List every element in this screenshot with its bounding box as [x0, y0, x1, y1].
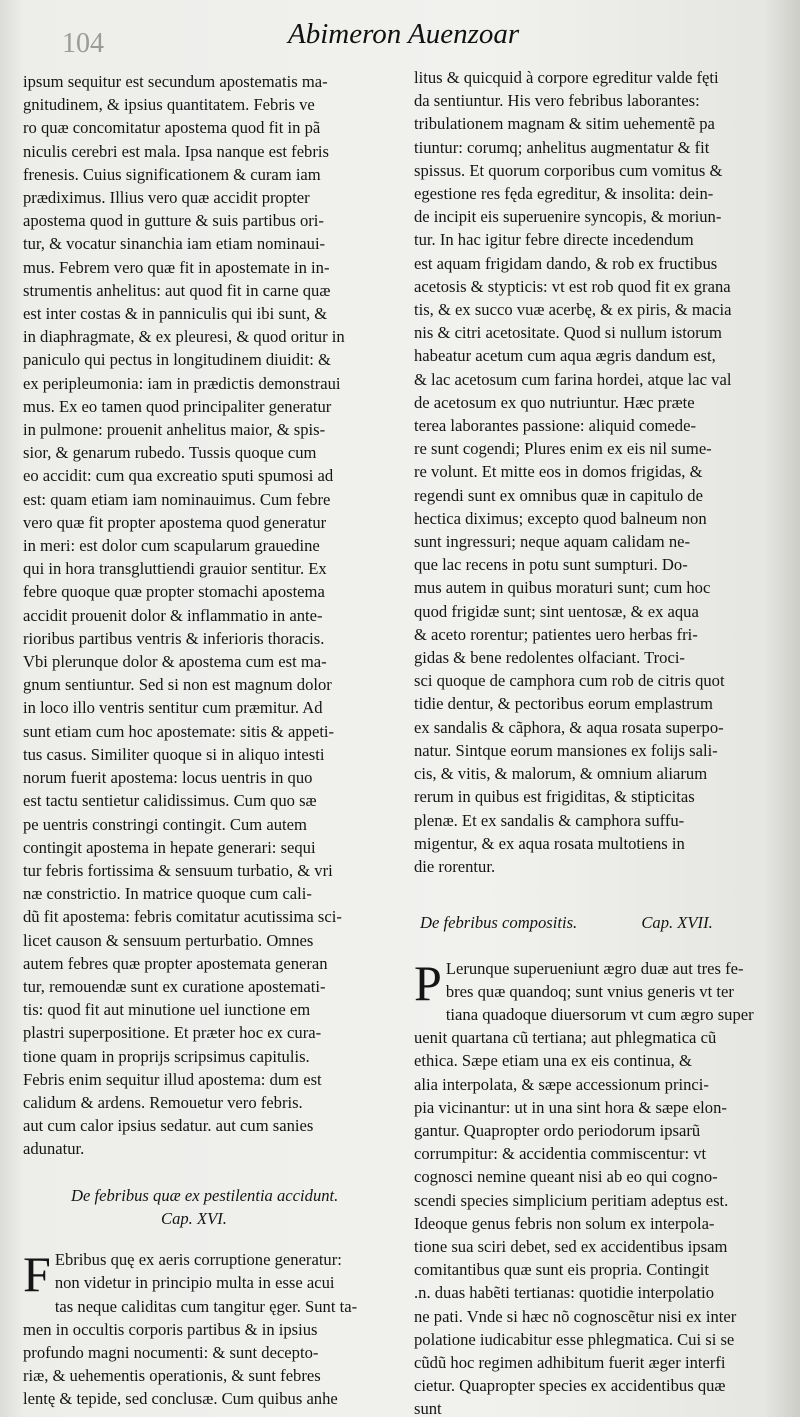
text-line: in pulmone: prouenit anhelitus maior, & spis-	[23, 420, 326, 440]
text-line: gnum sentiuntur. Sed si non est magnum dolor	[23, 675, 332, 695]
text-line: da sentiuntur. His vero febribus laborantes:	[414, 91, 700, 111]
text-line: tis: quod fit aut minutione uel iunctione em	[23, 1000, 311, 1020]
text-line: non videtur in principio multa in esse acui	[54, 1273, 335, 1293]
right-text-body	[414, 66, 766, 878]
text-line: plenæ. Et ex sandalis & camphora suffu-	[414, 810, 685, 830]
text-line: tus casus. Similiter quoque si in aliquo intesti	[23, 744, 325, 764]
text-line: egestione res fęda egreditur, & insolita: dein-	[414, 184, 714, 204]
text-line: litus & quicquid à corpore egreditur valde fęti	[414, 68, 719, 87]
chapter-17-title: De febribus compositis.	[420, 913, 578, 933]
running-title: Abimeron Auenzoar	[288, 18, 520, 50]
text-line: ro quæ concomitatur apostema quod fit in pã	[23, 118, 321, 138]
text-line: tione quam in proprijs scripsimus capitulis.	[23, 1046, 310, 1066]
text-line: mus. Febrem vero quæ fit in apostemate in in-	[23, 257, 330, 277]
chapter-16-text	[23, 1248, 403, 1410]
text-line: qui in hora transgluttiendi grauior sentitur. Ex	[23, 559, 327, 579]
text-line: est aquam frigidam dando, & rob ex fructibus	[414, 253, 718, 273]
text-line: in diaphragmate, & ex pleuresi, & quod oritur in	[23, 327, 345, 347]
text-line: norum fuerit apostema: locus uentris in quo	[23, 768, 313, 788]
text-line: tur, & vocatur sinanchia iam etiam nominaui-	[23, 234, 326, 254]
text-line: gantur. Quapropter ordo periodorum ipsarũ	[414, 1120, 701, 1140]
left-text-body	[23, 70, 403, 1161]
chapter-16-heading	[23, 1184, 403, 1207]
chapter-17-body	[414, 954, 766, 1417]
text-line: die rorentur.	[414, 856, 496, 876]
text-line: rioribus partibus ventris & inferioris thoracis.	[23, 628, 325, 648]
text-line: sior, & genarum rubedo. Tussis quoque cum	[23, 443, 317, 463]
text-line: tiana quadoque diuersorum vt cum ægro super	[445, 1004, 754, 1024]
text-line: rerum in quibus est frigiditas, & stipticitas	[414, 787, 695, 807]
text-line: regendi sunt ex omnibus quæ in capitulo de	[414, 485, 703, 505]
text-line: Ideoque genus febris non solum ex interpola-	[414, 1213, 715, 1233]
text-line: sunt	[414, 1399, 442, 1417]
text-line: mus. Ex eo tamen quod principaliter generatur	[23, 396, 332, 416]
text-line: gnitudinem, & ipsius quantitatem. Febris ve	[23, 95, 315, 115]
text-line: nis & citri acetositate. Quod si nullum istorum	[414, 323, 722, 343]
text-line: cis, & vitis, & malorum, & omnium aliarum	[414, 764, 708, 784]
chapter-17-number: Cap. XVII.	[641, 913, 713, 933]
text-line: est inter costas & in panniculis qui ibi sunt, &	[23, 304, 328, 324]
text-line: vero quæ fit propter apostema quod generatur	[23, 512, 327, 532]
text-line: & lac acetosum cum farina hordei, atque lac val	[414, 369, 732, 389]
text-line: Febris enim sequitur illud apostema: dum est	[23, 1069, 322, 1089]
text-line: bres quæ quandoq; sunt vnius generis vt ter	[445, 981, 734, 1001]
text-line: sunt ingressuri; neque aquam calidam ne-	[414, 532, 691, 552]
right-column	[414, 66, 766, 1417]
text-line: cognosci nemine queant nisi ab eo qui cogno-	[414, 1167, 718, 1187]
text-line: ne pati. Vnde si hæc nõ cognoscẽtur nisi ex inter	[414, 1306, 737, 1326]
text-line: ipsum sequitur est secundum apostematis ma-	[23, 72, 328, 91]
text-line: paniculo qui pectus in longitudinem diuidit: &	[23, 350, 331, 370]
text-line: aut cum calor ipsius sedatur. aut cum sanies	[23, 1116, 314, 1136]
text-line: sunt etiam cum hoc apostemate: sitis & appeti-	[23, 721, 335, 741]
text-line: pe uentris constringi contingit. Cum autem	[23, 814, 307, 834]
text-line: apostema quod in gutture & suis partibus ori-	[23, 211, 324, 231]
text-line: tidie dentur, & pectoribus eorum emplastrum	[414, 694, 713, 714]
text-line: acetosis & stypticis: vt est rob quod fit ex grana	[414, 276, 731, 296]
text-line: de incipit eis superuenire syncopis, & moriun-	[414, 207, 722, 227]
text-line: autem febres quæ propter apostemata generan	[23, 953, 328, 973]
text-line: mus autem in quibus moraturi sunt; cum hoc	[414, 578, 711, 598]
text-line: uenit quartana cũ tertiana; aut phlegmatica cũ	[414, 1028, 717, 1048]
text-line: ex peripleumonia: iam in prædictis demonstraui	[23, 373, 341, 393]
chapter-16-title: De febribus quæ ex pestilentia accidunt.	[71, 1185, 339, 1205]
chapter-16-number: Cap. XVI.	[161, 1208, 227, 1228]
text-line: scendi species simplicium peritiam adeptus est.	[414, 1190, 729, 1210]
text-line: comitantibus quæ sunt eis propria. Contingit	[414, 1260, 709, 1280]
text-line: febre quoque quæ propter stomachi apostema	[23, 582, 325, 602]
text-line: plastri superpositione. Et præter hoc ex cura-	[23, 1023, 322, 1043]
text-line: que lac recens in potu sunt sumpturi. Do-	[414, 555, 688, 575]
text-line: riæ, & uehementis operationis, & sunt febres	[23, 1366, 321, 1386]
text-line: Vbi plerunque dolor & apostema cum est ma-	[23, 652, 327, 672]
text-line: & aceto rorentur; patientes uero herbas fri-	[414, 624, 698, 644]
text-line: adunatur.	[23, 1139, 85, 1159]
text-line: contingit apostema in hepate generari: sequi	[23, 837, 316, 857]
text-line: sci quoque de camphora cum rob de citris quot	[414, 671, 725, 691]
text-line: tur febris fortissima & sensuum turbatio, & vri	[23, 860, 333, 880]
text-line: Ebribus quę ex aeris corruptione generatur:	[54, 1250, 342, 1270]
text-line: accidit prouenit dolor & inflammatio in ante-	[23, 605, 323, 625]
text-line: tione sua sciri debet, sed ex accidentibus ipsam	[414, 1236, 728, 1256]
text-line: est tactu sentietur calidissimus. Cum quo sæ	[23, 791, 317, 811]
text-line: ethica. Sæpe etiam una ex eis continua, &	[414, 1051, 692, 1071]
text-line: profundo magni nocumenti: & sunt decepto-	[23, 1342, 319, 1362]
chapter-17-text	[414, 954, 766, 1417]
page-number: 104	[62, 28, 104, 59]
text-line: Lerunque superueniunt ægro duæ aut tres fe-	[445, 958, 744, 978]
text-line: prædiximus. Illius vero quæ accidit propter	[23, 188, 310, 208]
text-line: næ constrictio. In matrice quoque cum cali-	[23, 884, 312, 904]
text-line: lentę & tepide, sed conclusæ. Cum quibus anhe	[23, 1389, 338, 1409]
text-line: tribulationem magnam & sitim uehementẽ pa	[414, 114, 715, 134]
text-line: pia vicinantur: ut in una sint hora & sæpe elon-	[414, 1097, 727, 1117]
text-line: corrumpitur: & accidentia commiscentur: vt	[414, 1144, 707, 1164]
text-line: calidum & ardens. Remouetur vero febris.	[23, 1092, 303, 1112]
chapter-16-dropcap: F	[23, 1246, 51, 1303]
text-line: habeatur acetum cum aqua ægris dandum est,	[414, 346, 716, 366]
chapter-17-heading	[414, 911, 766, 934]
text-line: tur, remouendæ sunt ex curatione apostemati-	[23, 976, 326, 996]
left-column	[23, 70, 403, 1411]
chapter-16-body	[23, 1248, 403, 1410]
text-line: spissus. Et quorum corporibus cum vomitus &	[414, 160, 723, 180]
text-line: in loco illo ventris sentitur cum præmitur. Ad	[23, 698, 323, 718]
text-line: licet causon & sensuum perturbatio. Omnes	[23, 930, 314, 950]
text-line: hectica diximus; excepto quod balneum non	[414, 508, 707, 528]
text-line: alia interpolata, & sæpe accessionum princi-	[414, 1074, 709, 1094]
text-line: tiuntur: corumq; anhelitus augmentatur & fit	[414, 137, 710, 157]
text-line: ex sandalis & cãphora, & aqua rosata superpo-	[414, 717, 724, 737]
text-line: de acetosum ex quo nutriuntur. Hæc præte	[414, 392, 695, 412]
text-line: cũdũ hoc regimen adhibitum fuerit æger interfi	[414, 1352, 726, 1372]
text-line: tis, & ex succo vuæ acerbę, & ex piris, & macia	[414, 300, 732, 320]
text-line: migentur, & ex aqua rosata multotiens in	[414, 833, 685, 853]
text-line: re volunt. Et mitte eos in domos frigidas, &	[414, 462, 703, 482]
text-line: tas neque caliditas cum tangitur ęger. Sunt ta-	[54, 1296, 358, 1316]
text-line: frenesis. Cuius significationem & curam iam	[23, 164, 321, 184]
text-line: tur. In hac igitur febre directe incedendum	[414, 230, 694, 250]
text-line: .n. duas habẽti tertianas: quotidie interpolatio	[414, 1283, 714, 1303]
text-line: eo accidit: cum qua excreatio sputi spumosi ad	[23, 466, 334, 486]
page-edge-shadow	[765, 0, 800, 1417]
text-line: niculis cerebri est mala. Ipsa nanque est febris	[23, 141, 329, 161]
chapter-17-dropcap: P	[414, 954, 442, 1011]
text-line: quod frigidæ sunt; sint uentosæ, & ex aqua	[414, 601, 699, 621]
text-line: dũ fit apostema: febris comitatur acutissima sci-	[23, 907, 342, 927]
text-line: terea laborantes passione: aliquid comede-	[414, 416, 696, 436]
text-line: in meri: est dolor cum scapularum grauedine	[23, 536, 320, 556]
text-line: est: quam etiam iam nominauimus. Cum febre	[23, 489, 331, 509]
text-line: men in occultis corporis partibus & in ipsius	[23, 1319, 318, 1339]
text-line: re sunt cogendi; Plures enim ex eis nil sume-	[414, 439, 712, 459]
text-line: cietur. Quapropter species ex accidentibus quæ	[414, 1376, 726, 1396]
text-line: polatione iudicabitur esse phlegmatica. Cui si se	[414, 1329, 735, 1349]
text-line: natur. Sintque eorum mansiones ex folijs sali-	[414, 740, 718, 760]
chapter-16-number-line	[23, 1207, 403, 1230]
text-line: strumentis anhelitus: aut quod fit in carne quæ	[23, 280, 331, 300]
text-line: gidas & bene redolentes olfaciant. Troci-	[414, 648, 685, 668]
